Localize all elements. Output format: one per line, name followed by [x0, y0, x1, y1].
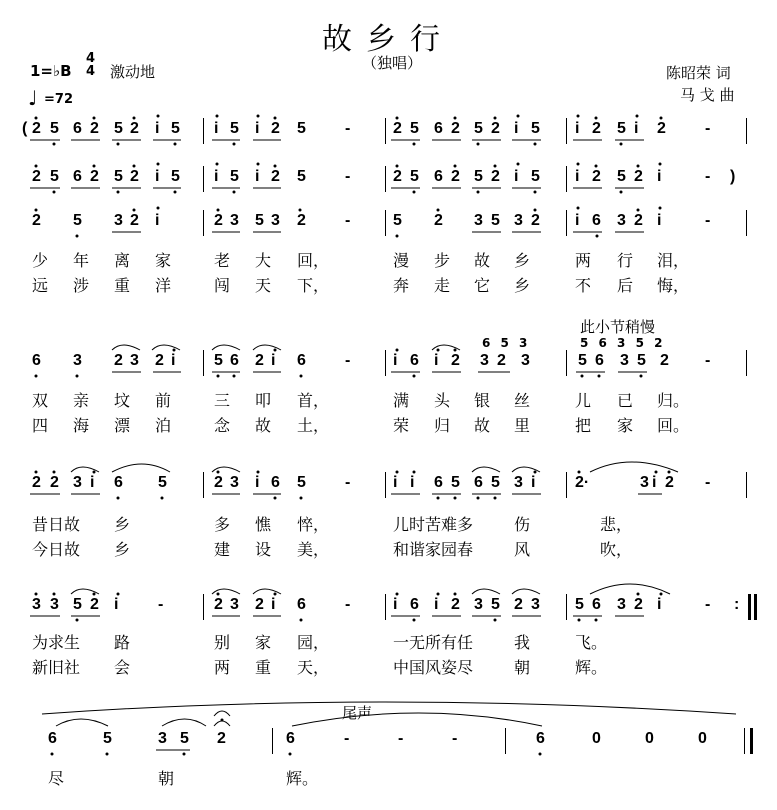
lyric-syllable: 为求生 — [32, 633, 81, 652]
lyric-syllable: 尽 — [48, 769, 65, 788]
note: 2 — [214, 474, 223, 491]
note: 2 — [130, 212, 139, 229]
note: - — [705, 596, 711, 613]
slow-bar-annotation: 此小节稍慢 — [580, 318, 656, 336]
note: 5 — [230, 168, 239, 185]
lyric-syllable: 泊 — [155, 416, 172, 435]
note: i — [255, 120, 260, 137]
note: 2 — [491, 120, 500, 137]
note: - — [345, 120, 351, 137]
note: 2 — [665, 474, 674, 491]
lyric-syllable: 回， — [297, 251, 330, 270]
lyric-syllable: 和谐家园春 — [393, 540, 474, 559]
note: 2 — [255, 352, 264, 369]
slur — [42, 702, 736, 714]
lyric-syllable: 它 — [474, 276, 491, 295]
note: 2 — [592, 168, 601, 185]
lyric-syllable: 远 — [32, 276, 49, 295]
lyric-syllable: 一无所有任 — [393, 633, 474, 652]
note: 3 — [514, 212, 523, 229]
note: 6 — [73, 168, 82, 185]
lyric-syllable: 会 — [114, 658, 131, 677]
note: 6 — [297, 352, 306, 369]
note: 6 — [48, 730, 57, 747]
note: i — [90, 474, 95, 491]
note: i — [634, 120, 639, 137]
note: i — [410, 474, 415, 491]
lyric-syllable: 朝 — [514, 658, 531, 677]
lyric-syllable: 新旧社 — [32, 658, 81, 677]
note: 5 — [73, 212, 82, 229]
note: i — [514, 168, 519, 185]
note: 0 — [645, 730, 654, 747]
lyric-syllable: 银 — [474, 391, 491, 410]
slur — [590, 462, 678, 472]
note: 6 — [434, 168, 443, 185]
lyric-syllable: 辉。 — [286, 769, 319, 788]
note: i — [155, 120, 160, 137]
note: 6 — [595, 352, 604, 369]
lyric-syllable: 别 — [214, 633, 231, 652]
lyricist-credit: 陈昭荣 词 — [666, 64, 731, 82]
note: i — [575, 212, 580, 229]
note: 5 — [393, 212, 402, 229]
note: 3 — [480, 352, 489, 369]
lyric-syllable: 里 — [514, 416, 531, 435]
lyric-syllable: 乡 — [514, 276, 531, 295]
note: 2 — [130, 120, 139, 137]
note: 3 — [130, 352, 139, 369]
slur — [472, 467, 500, 472]
fermata-icon — [214, 711, 230, 716]
tempo-marking: 激动地 — [110, 63, 156, 81]
note: - — [345, 474, 351, 491]
note: 5 — [214, 352, 223, 369]
note: 2 — [90, 596, 99, 613]
lyric-syllable: 儿 — [575, 391, 592, 410]
lyric-syllable: 亲 — [73, 391, 90, 410]
note: 2 — [592, 120, 601, 137]
note: ) — [730, 168, 736, 185]
lyric-syllable: 中国风姿尽 — [393, 658, 474, 677]
ornament-notes-a: 6 5 3 — [482, 336, 531, 350]
ornament-notes-b: 5 6 3 5 2 — [580, 336, 666, 350]
note: 5 — [410, 120, 419, 137]
note: 5 — [617, 120, 626, 137]
slur — [162, 719, 206, 726]
note: 2 — [32, 212, 41, 229]
note: 5 — [297, 120, 306, 137]
note: 6 — [410, 596, 419, 613]
note: i — [271, 352, 276, 369]
lyric-syllable: 悔， — [657, 276, 690, 295]
key-signature: 1=♭B — [30, 62, 72, 80]
note: - — [705, 120, 711, 137]
lyric-syllable: 多 — [214, 515, 231, 534]
note: i — [652, 474, 657, 491]
lyric-syllable: 我 — [514, 633, 531, 652]
note: 2 — [271, 120, 280, 137]
note: 2 — [634, 168, 643, 185]
note: 3 — [474, 596, 483, 613]
lyric-syllable: 大 — [255, 251, 272, 270]
note: i — [657, 168, 662, 185]
slur — [590, 584, 670, 594]
note: 2 — [491, 168, 500, 185]
note: i — [657, 212, 662, 229]
note: 5 — [451, 474, 460, 491]
note: 3 — [531, 596, 540, 613]
note: 3 — [620, 352, 629, 369]
note: 6 — [592, 212, 601, 229]
note: 5 — [474, 168, 483, 185]
note: 2 — [497, 352, 506, 369]
lyric-syllable: 行 — [617, 251, 634, 270]
lyric-syllable: 老 — [214, 251, 231, 270]
note: 5 — [255, 212, 264, 229]
slur — [253, 589, 281, 594]
note: - — [345, 212, 351, 229]
note: 5 — [230, 120, 239, 137]
note: 3 — [158, 730, 167, 747]
lyric-syllable: 悴， — [297, 515, 330, 534]
lyric-syllable: 奔 — [393, 276, 410, 295]
note: 3 — [50, 596, 59, 613]
lyric-syllable: 伤 — [514, 515, 531, 534]
slur — [112, 464, 170, 472]
note: 5 — [180, 730, 189, 747]
note: i — [271, 596, 276, 613]
coda-label: 尾声 — [342, 704, 373, 722]
lyric-syllable: 归。 — [657, 391, 690, 410]
note: i — [255, 168, 260, 185]
lyric-syllable: 重 — [255, 658, 272, 677]
note: 3 — [640, 474, 649, 491]
tempo-value: =72 — [44, 92, 73, 107]
note: 2 — [214, 596, 223, 613]
lyric-syllable: 下， — [297, 276, 330, 295]
lyric-syllable: 家 — [255, 633, 272, 652]
note: 5 — [491, 212, 500, 229]
note: i — [434, 352, 439, 369]
note: i — [531, 474, 536, 491]
note: 6 — [297, 596, 306, 613]
note: 2 — [32, 168, 41, 185]
lyric-syllable: 家 — [155, 251, 172, 270]
note: 2 — [451, 596, 460, 613]
note: - — [158, 596, 164, 613]
lyric-syllable: 后 — [617, 276, 634, 295]
note: i — [114, 596, 119, 613]
lyric-syllable: 年 — [73, 251, 90, 270]
note: 2 — [634, 596, 643, 613]
page-title: 故乡行 — [322, 22, 454, 57]
note: i — [575, 168, 580, 185]
lyric-syllable: 念 — [214, 416, 231, 435]
note: 3 — [271, 212, 280, 229]
note: i — [393, 474, 398, 491]
lyric-syllable: 四 — [32, 416, 49, 435]
slur — [152, 345, 180, 350]
note: : — [734, 596, 740, 613]
lyric-syllable: 悲， — [600, 515, 633, 534]
subtitle: （独唱） — [362, 54, 423, 72]
note: 5 — [103, 730, 112, 747]
lyric-syllable: 建 — [214, 540, 231, 559]
lyric-syllable: 漂 — [114, 416, 131, 435]
note: 2 — [434, 212, 443, 229]
note: 2· — [575, 474, 590, 491]
time-signature-bottom: 4 — [86, 64, 96, 79]
lyric-syllable: 风 — [514, 540, 531, 559]
note: 6 — [73, 120, 82, 137]
note: 3 — [230, 474, 239, 491]
note: 3 — [230, 596, 239, 613]
note: ( — [22, 120, 28, 137]
lyric-syllable: 园， — [297, 633, 330, 652]
lyric-syllable: 美， — [297, 540, 330, 559]
note: 2 — [451, 120, 460, 137]
note: 5 — [297, 474, 306, 491]
note: 2 — [155, 352, 164, 369]
note: 6 — [286, 730, 295, 747]
lyric-syllable: 泪， — [657, 251, 690, 270]
note: 5 — [171, 120, 180, 137]
lyric-syllable: 步 — [434, 251, 451, 270]
lyric-syllable: 归 — [434, 416, 451, 435]
note: 3 — [73, 474, 82, 491]
note: 3 — [617, 596, 626, 613]
lyric-syllable: 走 — [434, 276, 451, 295]
note: 3 — [114, 212, 123, 229]
lyric-syllable: 头 — [434, 391, 451, 410]
note: 0 — [698, 730, 707, 747]
lyric-syllable: 憔 — [255, 515, 272, 534]
lyric-syllable: 吹， — [600, 540, 633, 559]
note: 2 — [531, 212, 540, 229]
note: 5 — [531, 120, 540, 137]
note: 5 — [50, 168, 59, 185]
lyric-syllable: 叩 — [255, 391, 272, 410]
lyric-syllable: 离 — [114, 251, 131, 270]
lyric-syllable: 丝 — [514, 391, 531, 410]
note: 2 — [271, 168, 280, 185]
quarter-note-icon: ♩ — [28, 86, 38, 110]
time-signature-top: 4 — [86, 51, 96, 66]
lyric-syllable: 今日故 — [32, 540, 81, 559]
lyric-syllable: 已 — [617, 391, 634, 410]
note: 2 — [50, 474, 59, 491]
slur — [214, 721, 230, 726]
note: 5 — [114, 168, 123, 185]
note: 0 — [592, 730, 601, 747]
note: 5 — [474, 120, 483, 137]
note: i — [171, 352, 176, 369]
note: 3 — [521, 352, 530, 369]
composer-credit: 马 戈 曲 — [680, 86, 735, 104]
note: 2 — [217, 730, 226, 747]
lyric-syllable: 乡 — [114, 515, 131, 534]
slur — [292, 713, 542, 726]
lyric-syllable: 天， — [297, 658, 330, 677]
lyric-syllable: 昔日故 — [32, 515, 81, 534]
note: 2 — [514, 596, 523, 613]
note: 2 — [255, 596, 264, 613]
lyric-syllable: 首， — [297, 391, 330, 410]
note: 2 — [634, 212, 643, 229]
lyric-syllable: 乡 — [514, 251, 531, 270]
lyric-syllable: 家 — [617, 416, 634, 435]
slur — [472, 589, 500, 594]
note: 2 — [657, 120, 666, 137]
note: 2 — [90, 168, 99, 185]
note: i — [214, 120, 219, 137]
note: - — [345, 596, 351, 613]
note: 5 — [114, 120, 123, 137]
lyric-syllable: 设 — [255, 540, 272, 559]
note: 3 — [514, 474, 523, 491]
note: 2 — [393, 120, 402, 137]
note: 6 — [114, 474, 123, 491]
lyric-syllable: 少 — [32, 251, 49, 270]
note: - — [705, 212, 711, 229]
note: 6 — [434, 120, 443, 137]
note: i — [514, 120, 519, 137]
note: 6 — [271, 474, 280, 491]
note: 3 — [32, 596, 41, 613]
slur — [56, 719, 108, 726]
lyric-syllable: 涉 — [73, 276, 90, 295]
slur — [212, 345, 240, 350]
note: 5 — [171, 168, 180, 185]
note: 2 — [297, 212, 306, 229]
lyric-syllable: 漫 — [393, 251, 410, 270]
note: 2 — [393, 168, 402, 185]
lyric-syllable: 洋 — [155, 276, 172, 295]
lyric-syllable: 前 — [155, 391, 172, 410]
note: i — [657, 596, 662, 613]
lyric-syllable: 荣 — [393, 416, 410, 435]
lyric-syllable: 坟 — [114, 391, 131, 410]
note: 5 — [637, 352, 646, 369]
slur — [112, 345, 140, 350]
lyric-syllable: 乡 — [114, 540, 131, 559]
note: 6 — [592, 596, 601, 613]
lyric-syllable: 土， — [297, 416, 330, 435]
note: 2 — [214, 212, 223, 229]
note: i — [575, 120, 580, 137]
note: 3 — [617, 212, 626, 229]
note: - — [705, 168, 711, 185]
note: 2 — [660, 352, 669, 369]
note: 6 — [230, 352, 239, 369]
lyric-syllable: 重 — [114, 276, 131, 295]
note: 5 — [297, 168, 306, 185]
lyric-syllable: 两 — [575, 251, 592, 270]
lyric-syllable: 回。 — [657, 416, 690, 435]
note: - — [705, 352, 711, 369]
slur — [253, 345, 281, 350]
lyric-syllable: 故 — [474, 416, 491, 435]
lyric-syllable: 闯 — [214, 276, 231, 295]
note: 2 — [114, 352, 123, 369]
lyric-syllable: 故 — [474, 251, 491, 270]
note: 5 — [73, 596, 82, 613]
note: 2 — [32, 120, 41, 137]
note: 2 — [90, 120, 99, 137]
note: 3 — [474, 212, 483, 229]
note: 2 — [32, 474, 41, 491]
note: 3 — [230, 212, 239, 229]
lyric-syllable: 把 — [575, 416, 592, 435]
note: 2 — [130, 168, 139, 185]
note: 6 — [410, 352, 419, 369]
note: i — [434, 596, 439, 613]
note: - — [452, 730, 458, 747]
note: 5 — [410, 168, 419, 185]
note: - — [705, 474, 711, 491]
slur — [512, 589, 540, 594]
lyric-syllable: 辉。 — [575, 658, 608, 677]
lyric-syllable: 故 — [255, 416, 272, 435]
lyric-syllable: 飞。 — [575, 633, 608, 652]
note: i — [255, 474, 260, 491]
lyric-syllable: 满 — [393, 391, 410, 410]
note: i — [393, 352, 398, 369]
note: 6 — [474, 474, 483, 491]
note: - — [398, 730, 404, 747]
lyric-syllable: 不 — [575, 276, 592, 295]
note: 5 — [491, 474, 500, 491]
lyric-syllable: 两 — [214, 658, 231, 677]
note: i — [155, 168, 160, 185]
note: 5 — [575, 596, 584, 613]
slur — [212, 467, 240, 472]
note: 5 — [531, 168, 540, 185]
lyric-syllable: 双 — [32, 391, 49, 410]
note: 5 — [50, 120, 59, 137]
note: 5 — [578, 352, 587, 369]
note: 5 — [491, 596, 500, 613]
note: - — [344, 730, 350, 747]
note: 6 — [536, 730, 545, 747]
note: 3 — [73, 352, 82, 369]
lyric-syllable: 三 — [214, 391, 231, 410]
note: 6 — [32, 352, 41, 369]
lyric-syllable: 天 — [255, 276, 272, 295]
lyric-syllable: 海 — [73, 416, 90, 435]
note: - — [345, 168, 351, 185]
note: 2 — [451, 168, 460, 185]
lyric-syllable: 路 — [114, 633, 131, 652]
note: 6 — [434, 474, 443, 491]
note: i — [214, 168, 219, 185]
note: 5 — [617, 168, 626, 185]
lyric-syllable: 儿时苦难多 — [393, 515, 474, 534]
note: 5 — [158, 474, 167, 491]
note: 2 — [451, 352, 460, 369]
lyric-syllable: 朝 — [158, 769, 175, 788]
note: i — [155, 212, 160, 229]
note: - — [345, 352, 351, 369]
note: i — [393, 596, 398, 613]
slur — [212, 589, 240, 594]
